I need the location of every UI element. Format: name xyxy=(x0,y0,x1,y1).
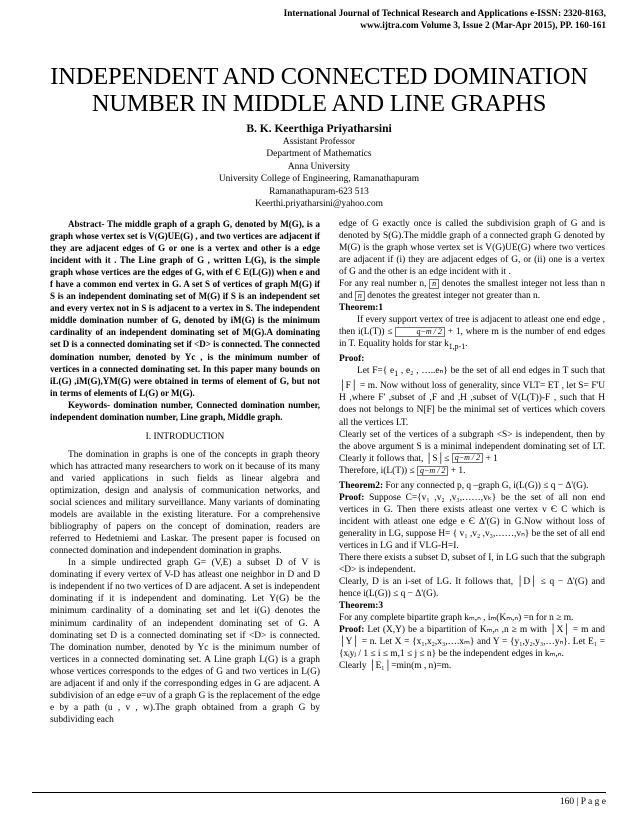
ceil-symbol: n xyxy=(429,279,439,289)
author-name: B. K. Keerthiga Priyatharsini xyxy=(246,123,392,135)
left-column xyxy=(50,218,320,726)
theorem-2-proof xyxy=(339,492,605,552)
theorem-3-statement: For any complete bipartite graph kₘ,ₙ , iₘ(Kₘ,ₙ) =n for n ≥ m. xyxy=(339,613,574,624)
fraction-q-minus-m-over-2: q−m / 2 xyxy=(395,327,444,337)
proof-text: + 1 xyxy=(485,453,498,464)
journal-header-line2: www.ijtra.com Volume 3, Issue 2 (Mar-Apr 2015), PP. 160-161 xyxy=(360,21,606,31)
proof-paragraph xyxy=(339,365,605,428)
proof-paragraph xyxy=(339,429,605,465)
proof-text: + 1. xyxy=(450,465,466,476)
proof-paragraph xyxy=(339,465,605,477)
intro-paragraph: In a simple undirected graph G= (V,E) a subset D of V is dominating if every vertex of V-D has atleast one neighbor in D and D is independent if no two vertices of D are adjacent. A set is independent dominating if it is independent and dominating. Let Y(G) be the minimum cardinality of a dominating set and let i(G) denotes the minimum cardinality of an independent dominating set of G. A dominating set D is a connected dominating set if <D> is connected. The domination number, denoted by Yc is the minimum number of vertices in a connected dominating set. A Line graph L(G) is a graph whose vertices corresponds to the edges of G and two vertices in L(G) are adjacent if and only if the corresponding edges in G are adjacent. A subdivision of an edge e=uv of a graph G is the replacement of the edge e by a path (u , v , w).The graph obtained from a graph G by subdividing each xyxy=(50,558,320,725)
abstract: Abstract- The middle graph of a graph G, denoted by M(G), is a graph whose vertex set is V(G)UE(G) , and two vertices are adjacent if they are adjacent edges of G or one is a vertex and other is a edge incident with it . The Line graph of G , written L(G), is the simple graph whose vertices are the edges of G, with ef Є E(L(G)) when e and f have a common end vertex in G. A set S of vertices of graph M(G) if S is an independent dominating set of M(G) if S is an independent set and every vertex not in S is adjacent to a vertex in S. The independent middle domination number of G, denoted by iM(G) is the minimum cardinality of an independent dominating set of M(G).A dominating set D is a connected dominating set if <D> is connected. The connected domination number, denoted by Yc , is the minimum number of vertices in a connected dominating set. In this paper many bounds on iL(G) ,iM(G),YM(G) were obtained in terms of element of G, but not in terms of elements of L(G) or M(G). xyxy=(50,219,320,398)
section-heading-introduction: I. INTRODUCTION xyxy=(145,431,225,442)
theorem-text: . xyxy=(465,339,468,350)
keywords: Keywords- domination number, Connected domination number, independent domination number, Line graph, Middle graph. xyxy=(50,399,320,422)
author-affiliation-line: Department of Mathematics xyxy=(266,149,372,160)
proof-heading: Proof: xyxy=(339,625,365,636)
theorem-3-heading: Theorem:3 xyxy=(339,601,384,612)
ceil-floor-text: For any real number n, xyxy=(339,279,427,290)
proof-text: Suppose C={v₁ ,v₂ ,v₃,……,vₖ} be the set of all non end vertices in G. Then there exists atleast one vertex v Є C which is incident with atleast one edge e Є Δ'(G) in G.Now without loss of generality in LG, suppose H= { v₁ ,v₂ ,v₃,……,vₙ} be the set of all end vertices in LG and if VLG-H=I. xyxy=(339,492,606,551)
theorem-text: + 1, where m is the number of end edges in T. Equality holds for star k xyxy=(339,327,606,350)
author-affiliation-line: Ramanathapuram-623 513 xyxy=(269,186,369,197)
ceil-floor-text: denotes the smallest integer not less than n and xyxy=(339,279,606,302)
theorem-2-heading: Theorem2: xyxy=(339,480,384,491)
author-affiliation-line: Assistant Professor xyxy=(282,137,356,147)
proof-text: Therefore, i(L(T)) ≤ xyxy=(339,465,415,476)
proof-paragraph: There there exists a subset D, subset of I, in LG such that the subgraph <D> is independent. xyxy=(339,553,605,576)
theorem-1-heading: Theorem:1 xyxy=(339,303,384,314)
paper-title: INDEPENDENT AND CONNECTED DOMINATION NUMBER IN MIDDLE AND LINE GRAPHS xyxy=(50,63,588,117)
proof-text: Let F={ e xyxy=(357,366,395,377)
proof-heading: Proof: xyxy=(339,492,365,503)
journal-header-line1: International Journal of Technical Research and Applications e-ISSN: 2320-8163, xyxy=(283,9,606,19)
proof-text: Let (X,Y) be a bipartition of Kₘ,ₙ ,n ≥ m with │X│ = m and │Y│ = n. Let X = {x₁,x₂,x₃,….xₘ} and Y = {y₁,y₂,y₃,…yₙ}. Let E₁ = {xᵢyⱼ / 1 ≤ i ≤ m,1 ≤ j ≤ n} be the independent edges in kₘ,ₙ. xyxy=(339,625,605,660)
ceil-floor-text: denotes the greatest integer not greater than n. xyxy=(367,291,541,302)
proof-text: , e₂ , …..eₙ} be the set of all end edges in T such that │F│ = m. Now without loss of generality, since VLT= ET , let S= F'U H ,where F' ,subset of ,F and ,H ,subset of V(L(T))-F , such that H does not belongs to N[F] be the minimal set of vertices which covers all the vertices LT. xyxy=(339,366,605,428)
theorem-1-statement xyxy=(339,314,605,353)
proof-paragraph: Clearly, D is an i-set of LG. It follows that, │D│ ≤ q − Δ'(G) and hence i(L(G)) ≤ q − Δ'(G). xyxy=(339,577,605,600)
footer-rule xyxy=(32,792,606,793)
ceil-floor-definition xyxy=(339,278,605,302)
fraction-q-minus-m-over-2: q−m / 2 xyxy=(452,453,483,463)
proof-subscript: 1 xyxy=(394,369,399,379)
theorem-2-statement: For any connected p, q –graph G, i(L(G)) ≤ q − Δ'(G). xyxy=(385,480,589,491)
journal-header xyxy=(136,8,606,32)
intro-paragraph: The domination in graphs is one of the concepts in graph theory which has attracted many researchers to work on it because of its many and varied applications in such fields as linear algebra and optimization, design and analysis of communication networks, and social sciences and military surveillance. Many variants of dominating models are available in the existing literature. For a comprehensive bibliography of papers on the concept of domination, readers are referred to Hedetniemi and Laskar. The present paper is focused on connected domination and independent domination in graphs. xyxy=(50,449,320,557)
right-column xyxy=(339,218,605,672)
author-email: Keerthi.priyatharsini@yahoo.com xyxy=(255,199,383,210)
theorem-text: If every support vertex of tree is adjacent to atleast one end edge , then i(L(T)) ≤ xyxy=(339,315,605,338)
theorem-3-proof xyxy=(339,624,605,660)
star-subscript: 1,p-1 xyxy=(448,342,466,352)
fraction-q-minus-m-over-2: q−m / 2 xyxy=(417,466,448,476)
proof-text: Clearly set of the vertices of a subgraph <S> is independent, then by the above argument S is a minimal independent dominating set of LT. Clearly it follows that, │S│≤ xyxy=(339,429,605,464)
theorem-2 xyxy=(339,480,605,492)
author-block xyxy=(60,122,578,210)
subdivision-paragraph: edge of G exactly once is called the subdivision graph of G and is denoted by S(G).The middle graph of a connected graph G denoted by M(G) is the graph whose vertex set is V(G)UE(G) where two vertices are adjacent if (i) they are adjacent edges of G, or (ii) one is a vertex of G and the other is an edge incident with it . xyxy=(339,219,605,278)
floor-symbol: n xyxy=(355,291,365,301)
author-affiliation-line: Anna University xyxy=(287,161,351,172)
proof-heading: Proof: xyxy=(339,354,365,365)
author-affiliation-line: University College of Engineering, Ramanathapuram xyxy=(218,174,420,185)
proof-paragraph: Clearly │E₁│=min(m , n)=m. xyxy=(339,661,452,672)
page-footer: 160 | P a g e xyxy=(559,797,606,807)
